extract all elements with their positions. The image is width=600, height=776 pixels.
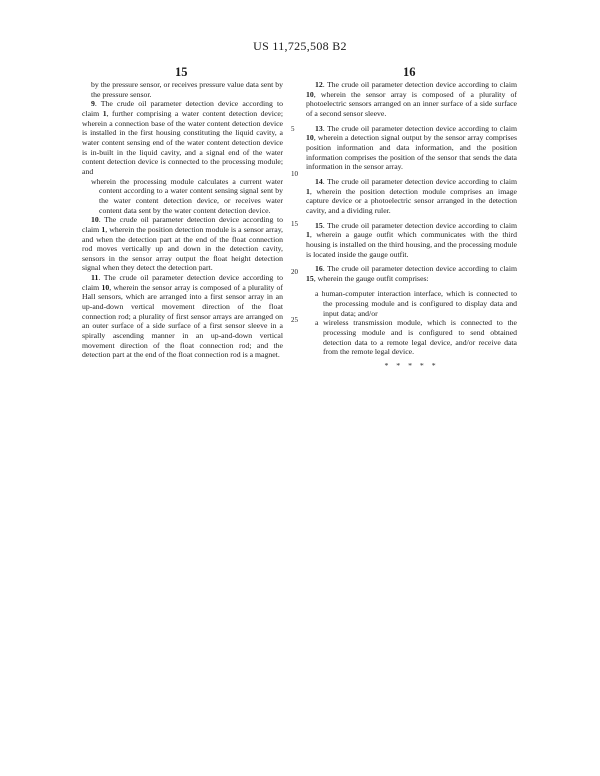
claim-text: , wherein a detection signal output by the sensor array comprises position information and data information, and the position information comprises the position of the sensor that sends the data information in the sensor array. [306, 133, 517, 172]
line-number-5: 5 [291, 125, 295, 133]
claim-number: 12 [315, 80, 323, 89]
claim-text: . The crude oil parameter detection device according to claim [322, 220, 517, 230]
claim-reference: 1 [102, 108, 107, 118]
claim-reference: 1 [306, 186, 310, 196]
claim-10 [82, 215, 283, 273]
claim-number: 14 [315, 176, 323, 186]
claim-text: , wherein the position detection module is a sensor array, and when the detection part at the end of the float connection rod moves vertically up and down in the detection cavity, sensors in the sensor array output the float height detection signal when they detect the detection part. [82, 224, 283, 273]
claim-text: , wherein the gauge outfit comprises: [313, 273, 429, 283]
claim-16-items [306, 289, 517, 357]
column-number-left: 15 [175, 65, 188, 79]
claim-number: 13 [315, 123, 323, 133]
right-column [306, 80, 517, 371]
claim-reference: 1 [306, 230, 310, 240]
claim-reference: 15 [306, 273, 314, 283]
line-number-20: 20 [291, 268, 298, 276]
claim-text: . The crude oil parameter detection device according to claim [322, 264, 517, 274]
line-number-10: 10 [291, 170, 298, 178]
claim-text: , wherein a gauge outfit which communicates with the third housing is installed on the third housing, and the processing module is located inside the gauge outfit. [306, 230, 517, 259]
claim-12 [306, 80, 517, 119]
claim-number: 11 [91, 273, 99, 283]
claim-11 [82, 273, 283, 360]
claim-reference: 10 [306, 133, 314, 143]
claim-reference: 10 [101, 282, 110, 292]
claim-text: . The crude oil parameter detection device according to claim [82, 99, 283, 118]
claim-text: , wherein the position detection module comprises an image capture device or a photoelectric sensor arranged in the detection cavity, and a dividing ruler. [306, 186, 517, 215]
claim-text: , wherein the sensor array is composed of a plurality of photoelectric sensors arranged on an inner surface of a side surface of a second sensor sleeve. [306, 89, 517, 118]
claim-9-subparagraph [82, 177, 283, 216]
claim-text: , wherein the sensor array is composed of a plurality of Hall sensors, which are arranged into a first sensor array in an up-and-down vertical movement direction of the float connection rod; a plurality of first sensor arrays are arranged on an outer surface of a side surface of a first sensor sleeve in a spirally ascending manner in an up-and-down vertical movement direction of the float connection rod; and the detection part at the end of the float connection rod is a magnet. [82, 282, 283, 360]
claim-14 [306, 177, 517, 216]
claim-subclause: wherein the processing module calculates a current water content according to a water content sensing signal sent by the water content detection device, or receives water content data sent by the water content detection device. [91, 176, 283, 215]
claim-9 [82, 99, 283, 176]
patent-number: US 11,725,508 B2 [253, 39, 347, 53]
claim-number: 10 [91, 215, 99, 225]
claim-number: 9 [91, 99, 95, 109]
claim-text: . The crude oil parameter detection device according to claim [82, 215, 283, 234]
left-column [82, 80, 283, 360]
line-number-25: 25 [291, 316, 298, 324]
end-of-document-mark: * * * * * [384, 361, 439, 371]
claim-item-b: a wireless transmission module, which is connected to the processing module and is configured to send obtained detection data to a remote legal device, and/or receive data from the remote legal device. [315, 318, 517, 357]
claim-16 [306, 264, 517, 283]
continuation-text: by the pressure sensor, or receives pressure value data sent by the pressure sensor. [91, 80, 283, 99]
claim-13 [306, 124, 517, 172]
claim-15 [306, 221, 517, 260]
claim-item-a: a human-computer interaction interface, which is connected to the processing module and is configured to display data and input data; and/or [315, 289, 517, 318]
line-number-15: 15 [291, 220, 298, 228]
claim-reference: 1 [101, 224, 106, 234]
claim-text: , further comprising a water content detection device; wherein a connection base of the water content detection device is installed in the first housing constituting the liquid cavity, a water content sensing end of the water content detection device is in-built in the liquid cavity, and a signal end of the water content detection device is connected to the processing module; and [82, 108, 283, 176]
claim-number: 16 [315, 264, 323, 274]
claim-number: 15 [315, 220, 323, 230]
column-number-right: 16 [403, 65, 416, 79]
claim-reference: 10 [306, 89, 314, 99]
claim-text: . The crude oil parameter detection device according to claim [322, 123, 517, 133]
claim-text: . The crude oil parameter detection device according to claim [322, 80, 517, 89]
claim-text: . The crude oil parameter detection device according to claim [82, 273, 283, 292]
claim-text: . The crude oil parameter detection device according to claim [322, 176, 517, 186]
